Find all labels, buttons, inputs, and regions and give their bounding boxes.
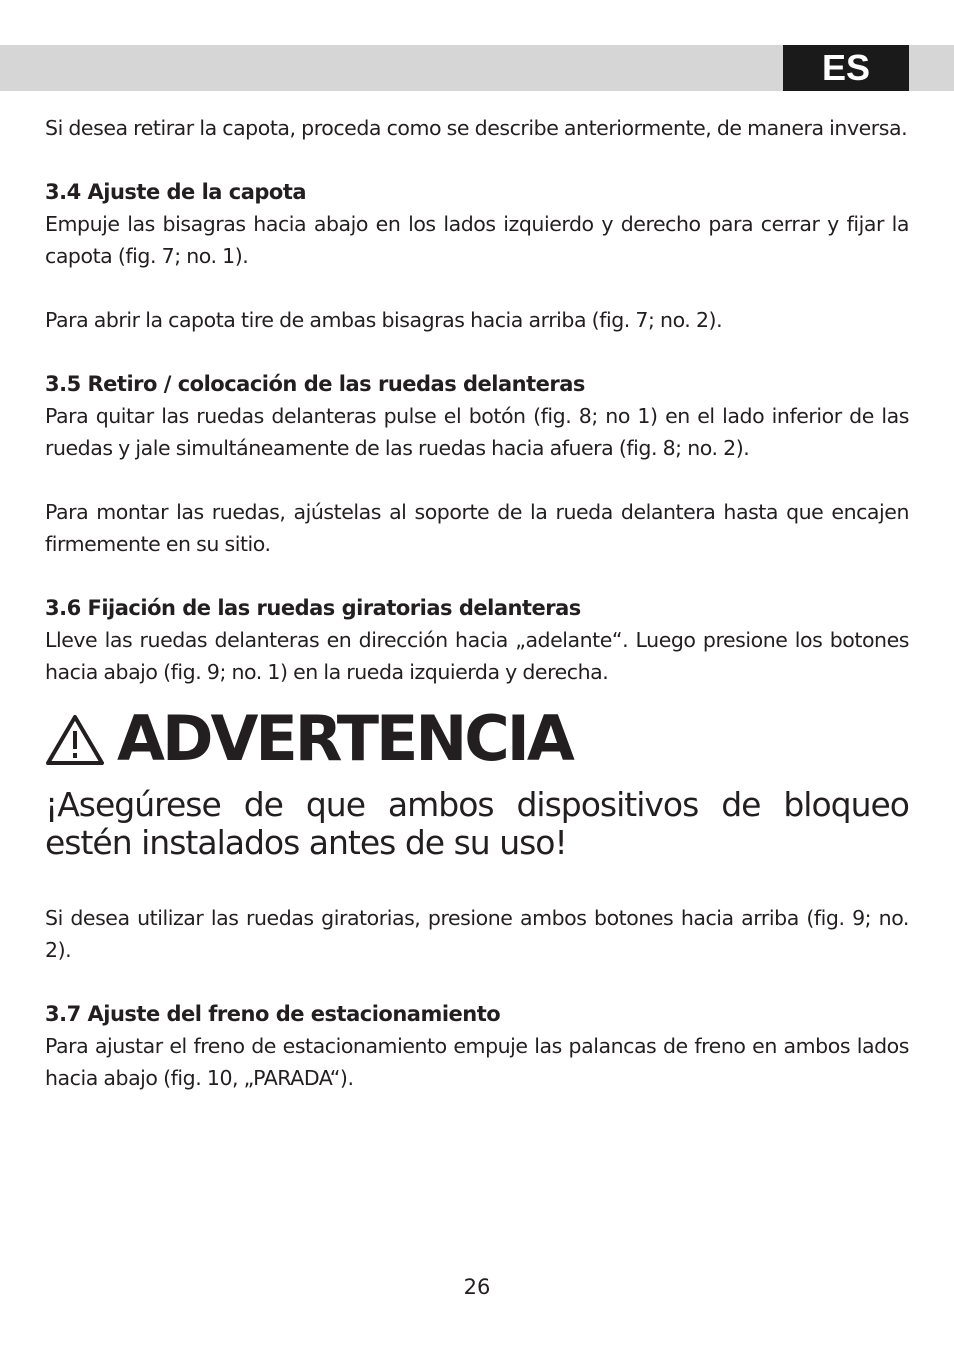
page-number: 26 xyxy=(463,1275,491,1299)
warning-heading xyxy=(45,702,909,776)
section-3-4-title: 3.4 Ajuste de la capota xyxy=(45,180,307,204)
section-3-6-title: 3.6 Fijación de las ruedas giratorias delanteras xyxy=(45,596,581,620)
section-3-5-paragraph-2: Para montar las ruedas, ajústelas al soporte de la rueda delantera hasta que encajen firmemente en su sitio. xyxy=(45,500,909,556)
page-content xyxy=(45,112,909,1094)
section-3-7-title: 3.7 Ajuste del freno de estacionamiento xyxy=(45,1002,501,1026)
section-3-7-paragraph-1: Para ajustar el freno de estacionamiento empuje las palancas de freno en ambos lados hacia abajo (fig. 10, „PARADA“). xyxy=(45,1034,909,1090)
section-3-5-paragraph-1: Para quitar las ruedas delanteras pulse el botón (fig. 8; no 1) en el lado inferior de las ruedas y jale simultáneamente de las ruedas hacia afuera (fig. 8; no. 2). xyxy=(45,404,909,460)
section-3-5-title: 3.5 Retiro / colocación de las ruedas delanteras xyxy=(45,372,585,396)
intro-paragraph: Si desea retirar la capota, proceda como se describe anteriormente, de manera inversa. xyxy=(45,116,908,140)
section-3-4-paragraph-1: Empuje las bisagras hacia abajo en los lados izquierdo y derecho para cerrar y fijar la capota (fig. 7; no. 1). xyxy=(45,212,909,268)
language-badge: ES xyxy=(783,45,909,91)
section-3-4-paragraph-2: Para abrir la capota tire de ambas bisagras hacia arriba (fig. 7; no. 2). xyxy=(45,308,723,332)
warning-title: ADVERTENCIA xyxy=(117,702,572,775)
section-3-6-paragraph-1: Lleve las ruedas delanteras en dirección hacia „adelante“. Luego presione los botones hacia abajo (fig. 9; no. 1) en la rueda izquierda y derecha. xyxy=(45,628,909,684)
warning-subtitle: ¡Asegúrese de que ambos dispositivos de bloqueo estén instalados antes de su uso! xyxy=(45,785,909,862)
after-warning-paragraph: Si desea utilizar las ruedas giratorias, presione ambos botones hacia arriba (fig. 9; no. 2). xyxy=(45,906,909,962)
warning-triangle-icon xyxy=(45,714,105,766)
